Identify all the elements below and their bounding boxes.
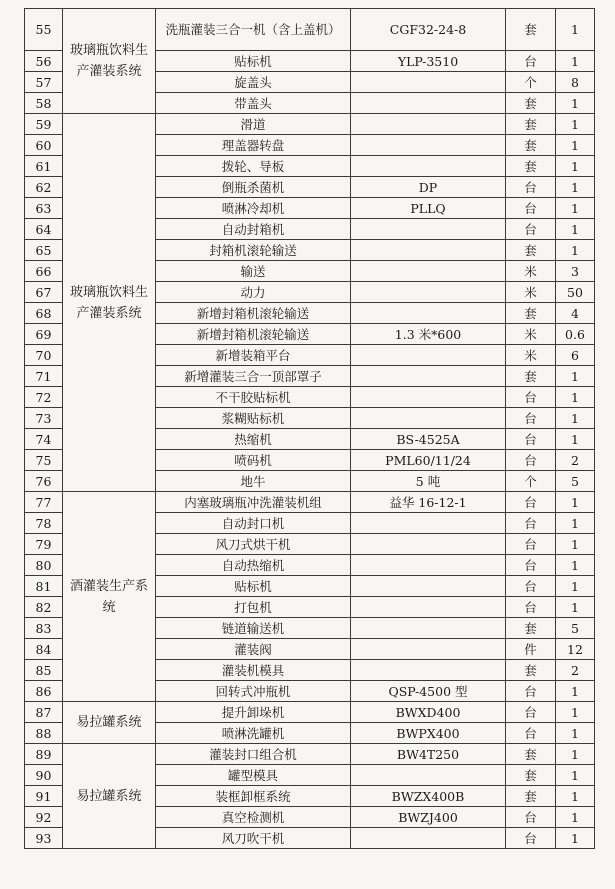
quantity: 1 — [556, 135, 595, 156]
row-number: 80 — [25, 555, 63, 576]
row-number: 70 — [25, 345, 63, 366]
equipment-table — [24, 8, 595, 849]
row-number: 76 — [25, 471, 63, 492]
unit: 台 — [506, 681, 556, 702]
quantity: 1 — [556, 786, 595, 807]
row-number: 57 — [25, 72, 63, 93]
model-spec — [351, 219, 506, 240]
model-spec: PLLQ — [351, 198, 506, 219]
row-number: 83 — [25, 618, 63, 639]
row-number: 62 — [25, 177, 63, 198]
model-spec — [351, 555, 506, 576]
equipment-name: 拨轮、导板 — [156, 156, 351, 177]
equipment-name: 喷淋洗罐机 — [156, 723, 351, 744]
unit: 套 — [506, 366, 556, 387]
equipment-name: 风刀式烘干机 — [156, 534, 351, 555]
model-spec — [351, 639, 506, 660]
unit: 米 — [506, 261, 556, 282]
model-spec — [351, 387, 506, 408]
model-spec — [351, 618, 506, 639]
quantity: 4 — [556, 303, 595, 324]
quantity: 1 — [556, 114, 595, 135]
quantity: 50 — [556, 282, 595, 303]
equipment-name: 倒瓶杀菌机 — [156, 177, 351, 198]
equipment-name: 真空检测机 — [156, 807, 351, 828]
equipment-name: 带盖头 — [156, 93, 351, 114]
quantity: 1 — [556, 387, 595, 408]
equipment-name: 贴标机 — [156, 576, 351, 597]
row-number: 72 — [25, 387, 63, 408]
table-row — [25, 492, 595, 513]
equipment-name: 不干胶贴标机 — [156, 387, 351, 408]
unit: 台 — [506, 51, 556, 72]
unit: 套 — [506, 618, 556, 639]
model-spec: YLP-3510 — [351, 51, 506, 72]
unit: 台 — [506, 219, 556, 240]
equipment-name: 自动封箱机 — [156, 219, 351, 240]
row-number: 87 — [25, 702, 63, 723]
unit: 套 — [506, 156, 556, 177]
model-spec — [351, 366, 506, 387]
model-spec: BWXD400 — [351, 702, 506, 723]
row-number: 92 — [25, 807, 63, 828]
model-spec: PML60/11/24 — [351, 450, 506, 471]
equipment-name: 新增装箱平台 — [156, 345, 351, 366]
system-group: 酒灌装生产系统 — [63, 492, 156, 702]
quantity: 1 — [556, 744, 595, 765]
row-number: 86 — [25, 681, 63, 702]
unit: 套 — [506, 240, 556, 261]
row-number: 55 — [25, 9, 63, 51]
quantity: 1 — [556, 681, 595, 702]
equipment-name: 链道输送机 — [156, 618, 351, 639]
model-spec — [351, 513, 506, 534]
unit: 套 — [506, 744, 556, 765]
model-spec: DP — [351, 177, 506, 198]
model-spec — [351, 828, 506, 849]
row-number: 88 — [25, 723, 63, 744]
model-spec — [351, 408, 506, 429]
equipment-name: 喷码机 — [156, 450, 351, 471]
table-row — [25, 9, 595, 51]
model-spec — [351, 93, 506, 114]
model-spec — [351, 135, 506, 156]
equipment-name: 地牛 — [156, 471, 351, 492]
row-number: 67 — [25, 282, 63, 303]
unit: 套 — [506, 93, 556, 114]
model-spec — [351, 534, 506, 555]
row-number: 64 — [25, 219, 63, 240]
unit: 台 — [506, 429, 556, 450]
unit: 套 — [506, 786, 556, 807]
equipment-name: 喷淋冷却机 — [156, 198, 351, 219]
row-number: 82 — [25, 597, 63, 618]
model-spec — [351, 156, 506, 177]
equipment-table-body — [25, 9, 595, 849]
quantity: 1 — [556, 219, 595, 240]
equipment-name: 新增封箱机滚轮输送 — [156, 324, 351, 345]
unit: 米 — [506, 282, 556, 303]
quantity: 1 — [556, 177, 595, 198]
row-number: 71 — [25, 366, 63, 387]
quantity: 1 — [556, 513, 595, 534]
quantity: 1 — [556, 828, 595, 849]
quantity: 1 — [556, 408, 595, 429]
row-number: 75 — [25, 450, 63, 471]
model-spec — [351, 765, 506, 786]
row-number: 60 — [25, 135, 63, 156]
system-group: 玻璃瓶饮料生产灌装系统 — [63, 114, 156, 492]
row-number: 93 — [25, 828, 63, 849]
quantity: 1 — [556, 51, 595, 72]
model-spec: BW4T250 — [351, 744, 506, 765]
unit: 台 — [506, 828, 556, 849]
equipment-name: 罐型模具 — [156, 765, 351, 786]
unit: 套 — [506, 114, 556, 135]
unit: 台 — [506, 450, 556, 471]
quantity: 2 — [556, 660, 595, 681]
equipment-name: 风刀吹干机 — [156, 828, 351, 849]
row-number: 84 — [25, 639, 63, 660]
unit: 套 — [506, 9, 556, 51]
equipment-name: 回转式冲瓶机 — [156, 681, 351, 702]
row-number: 73 — [25, 408, 63, 429]
system-group: 玻璃瓶饮料生产灌装系统 — [63, 9, 156, 114]
quantity: 5 — [556, 471, 595, 492]
unit: 台 — [506, 492, 556, 513]
row-number: 77 — [25, 492, 63, 513]
row-number: 56 — [25, 51, 63, 72]
row-number: 91 — [25, 786, 63, 807]
equipment-name: 自动封口机 — [156, 513, 351, 534]
equipment-name: 洗瓶灌装三合一机（含上盖机） — [156, 9, 351, 51]
row-number: 81 — [25, 576, 63, 597]
unit: 米 — [506, 345, 556, 366]
model-spec: BWZJ400 — [351, 807, 506, 828]
unit: 套 — [506, 660, 556, 681]
row-number: 68 — [25, 303, 63, 324]
unit: 台 — [506, 513, 556, 534]
model-spec — [351, 345, 506, 366]
unit: 台 — [506, 576, 556, 597]
equipment-name: 滑道 — [156, 114, 351, 135]
quantity: 2 — [556, 450, 595, 471]
equipment-name: 灌装阀 — [156, 639, 351, 660]
unit: 台 — [506, 177, 556, 198]
model-spec — [351, 72, 506, 93]
unit: 套 — [506, 765, 556, 786]
quantity: 1 — [556, 93, 595, 114]
model-spec — [351, 114, 506, 135]
unit: 个 — [506, 72, 556, 93]
model-spec: QSP-4500 型 — [351, 681, 506, 702]
quantity: 1 — [556, 702, 595, 723]
model-spec — [351, 660, 506, 681]
row-number: 59 — [25, 114, 63, 135]
equipment-name: 内塞玻璃瓶冲洗灌装机组 — [156, 492, 351, 513]
equipment-name: 动力 — [156, 282, 351, 303]
unit: 台 — [506, 408, 556, 429]
unit: 台 — [506, 534, 556, 555]
equipment-name: 提升卸垛机 — [156, 702, 351, 723]
quantity: 12 — [556, 639, 595, 660]
model-spec: 1.3 米*600 — [351, 324, 506, 345]
system-group: 易拉罐系统 — [63, 702, 156, 744]
quantity: 1 — [556, 366, 595, 387]
row-number: 79 — [25, 534, 63, 555]
model-spec — [351, 576, 506, 597]
quantity: 1 — [556, 723, 595, 744]
model-spec: 益华 16-12-1 — [351, 492, 506, 513]
equipment-name: 浆糊贴标机 — [156, 408, 351, 429]
model-spec: 5 吨 — [351, 471, 506, 492]
system-group: 易拉罐系统 — [63, 744, 156, 849]
model-spec — [351, 240, 506, 261]
quantity: 1 — [556, 576, 595, 597]
table-row — [25, 114, 595, 135]
model-spec — [351, 261, 506, 282]
row-number: 78 — [25, 513, 63, 534]
row-number: 63 — [25, 198, 63, 219]
model-spec — [351, 282, 506, 303]
quantity: 1 — [556, 807, 595, 828]
equipment-name: 灌装封口组合机 — [156, 744, 351, 765]
row-number: 66 — [25, 261, 63, 282]
quantity: 1 — [556, 198, 595, 219]
quantity: 1 — [556, 429, 595, 450]
unit: 套 — [506, 135, 556, 156]
quantity: 1 — [556, 597, 595, 618]
model-spec: BWPX400 — [351, 723, 506, 744]
row-number: 74 — [25, 429, 63, 450]
model-spec: BWZX400B — [351, 786, 506, 807]
model-spec: CGF32-24-8 — [351, 9, 506, 51]
quantity: 1 — [556, 765, 595, 786]
unit: 套 — [506, 303, 556, 324]
unit: 台 — [506, 198, 556, 219]
unit: 台 — [506, 702, 556, 723]
unit: 台 — [506, 555, 556, 576]
unit: 台 — [506, 387, 556, 408]
model-spec — [351, 597, 506, 618]
quantity: 1 — [556, 492, 595, 513]
row-number: 89 — [25, 744, 63, 765]
equipment-name: 新增封箱机滚轮输送 — [156, 303, 351, 324]
unit: 米 — [506, 324, 556, 345]
model-spec — [351, 303, 506, 324]
row-number: 58 — [25, 93, 63, 114]
row-number: 65 — [25, 240, 63, 261]
unit: 台 — [506, 597, 556, 618]
equipment-name: 装框卸框系统 — [156, 786, 351, 807]
equipment-name: 理盖器转盘 — [156, 135, 351, 156]
equipment-name: 封箱机滚轮输送 — [156, 240, 351, 261]
unit: 台 — [506, 723, 556, 744]
table-row — [25, 744, 595, 765]
equipment-name: 灌装机模具 — [156, 660, 351, 681]
equipment-name: 贴标机 — [156, 51, 351, 72]
quantity: 1 — [556, 156, 595, 177]
unit: 件 — [506, 639, 556, 660]
equipment-name: 输送 — [156, 261, 351, 282]
quantity: 5 — [556, 618, 595, 639]
row-number: 85 — [25, 660, 63, 681]
quantity: 1 — [556, 555, 595, 576]
quantity: 8 — [556, 72, 595, 93]
unit: 个 — [506, 471, 556, 492]
equipment-name: 自动热缩机 — [156, 555, 351, 576]
equipment-name: 热缩机 — [156, 429, 351, 450]
quantity: 1 — [556, 9, 595, 51]
row-number: 69 — [25, 324, 63, 345]
quantity: 1 — [556, 534, 595, 555]
table-row — [25, 702, 595, 723]
quantity: 3 — [556, 261, 595, 282]
equipment-name: 打包机 — [156, 597, 351, 618]
equipment-name: 旋盖头 — [156, 72, 351, 93]
row-number: 90 — [25, 765, 63, 786]
model-spec: BS-4525A — [351, 429, 506, 450]
quantity: 6 — [556, 345, 595, 366]
row-number: 61 — [25, 156, 63, 177]
equipment-name: 新增灌装三合一顶部罩子 — [156, 366, 351, 387]
quantity: 1 — [556, 240, 595, 261]
unit: 台 — [506, 807, 556, 828]
quantity: 0.6 — [556, 324, 595, 345]
